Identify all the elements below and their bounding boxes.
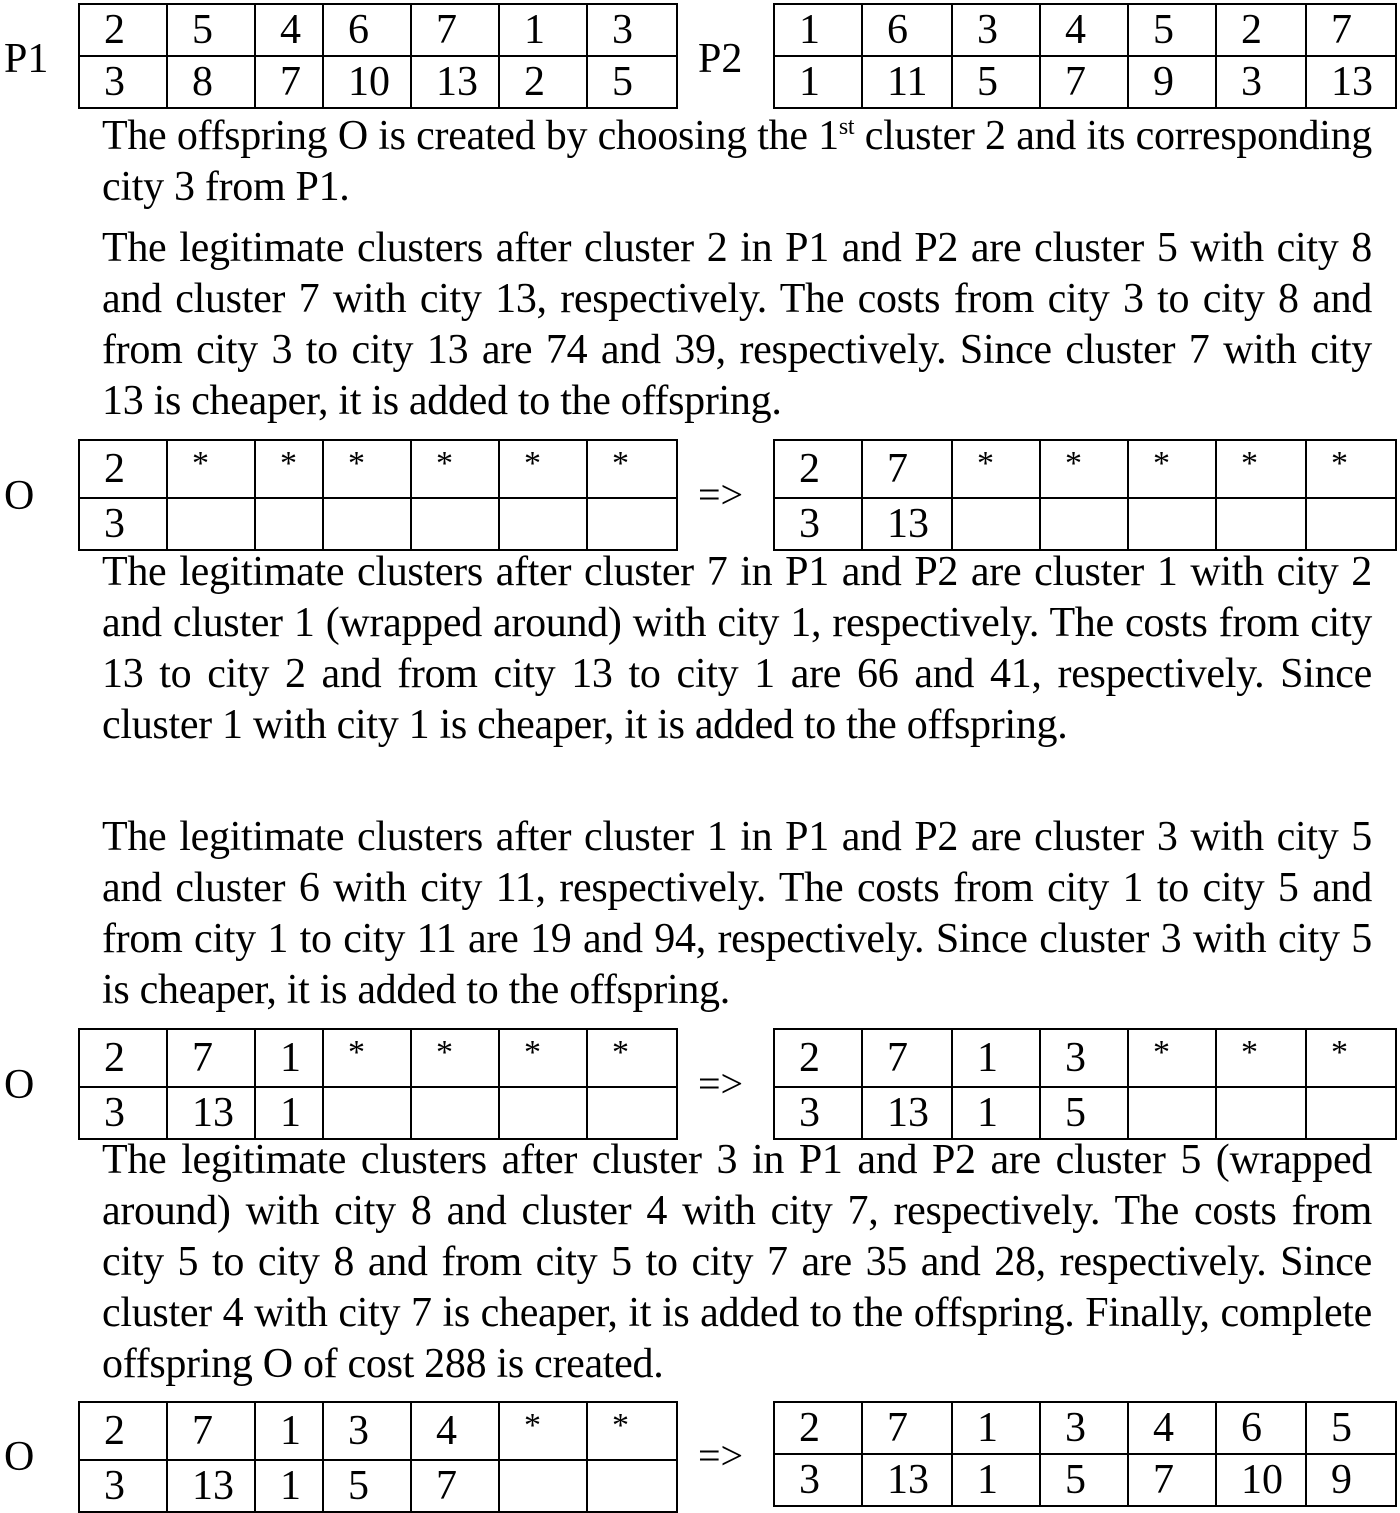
parent-2-chromosome bbox=[773, 3, 1397, 109]
city-cell: 13 bbox=[862, 1454, 952, 1506]
cluster-row bbox=[774, 4, 1396, 56]
city-cell bbox=[952, 498, 1040, 550]
cluster-cell: 3 bbox=[1040, 1402, 1128, 1454]
city-cell bbox=[1216, 1087, 1306, 1139]
cluster-cell: * bbox=[587, 440, 677, 498]
city-cell bbox=[411, 498, 499, 550]
cluster-cell: 7 bbox=[862, 1402, 952, 1454]
cluster-cell: 3 bbox=[1040, 1029, 1128, 1087]
cluster-cell: 5 bbox=[1128, 4, 1216, 56]
city-cell bbox=[587, 1087, 677, 1139]
city-cell: 9 bbox=[1128, 56, 1216, 108]
offspring-step-2-after bbox=[773, 1028, 1397, 1140]
city-cell: 13 bbox=[862, 498, 952, 550]
city-cell bbox=[1128, 498, 1216, 550]
city-cell bbox=[411, 1087, 499, 1139]
cluster-cell: * bbox=[1128, 440, 1216, 498]
cluster-cell: 2 bbox=[79, 1402, 167, 1460]
cluster-cell: * bbox=[1216, 440, 1306, 498]
city-cell bbox=[1306, 1087, 1396, 1139]
cluster-cell: 4 bbox=[1128, 1402, 1216, 1454]
cluster-cell: * bbox=[1216, 1029, 1306, 1087]
cluster-cell: 5 bbox=[167, 4, 255, 56]
cluster-cell: * bbox=[587, 1402, 677, 1460]
city-row bbox=[79, 56, 677, 108]
city-cell: 8 bbox=[167, 56, 255, 108]
city-cell: 9 bbox=[1306, 1454, 1396, 1506]
city-row bbox=[774, 56, 1396, 108]
cluster-cell: 1 bbox=[255, 1402, 323, 1460]
city-row bbox=[774, 498, 1396, 550]
city-cell bbox=[323, 498, 411, 550]
city-cell: 3 bbox=[79, 1460, 167, 1512]
city-cell: 3 bbox=[79, 56, 167, 108]
offspring-label-step-2: O bbox=[4, 1062, 35, 1108]
city-cell bbox=[1306, 498, 1396, 550]
city-cell: 3 bbox=[79, 1087, 167, 1139]
cluster-cell: * bbox=[587, 1029, 677, 1087]
city-cell: 7 bbox=[411, 1460, 499, 1512]
city-row bbox=[774, 1087, 1396, 1139]
paragraph-step-1: The legitimate clusters after cluster 2 in P1 and P2 are cluster 5 with city 8 and cluster 7 with city 13, respectively. The costs from city 3 to city 8 and from city 3 to city 13 are 74 and 39, respectively. Since cluster 7 with city 13 is cheaper, it is added to the offspring. bbox=[102, 225, 1372, 424]
parent-1-label: P1 bbox=[4, 36, 49, 82]
city-cell bbox=[167, 498, 255, 550]
city-cell: 5 bbox=[1040, 1087, 1128, 1139]
arrow-step-3: => bbox=[698, 1433, 744, 1478]
offspring-step-3-after bbox=[773, 1401, 1397, 1507]
paragraph-initial-choice-part2: cluster 2 and its corresponding city 3 from P1. bbox=[102, 113, 1373, 210]
city-cell: 11 bbox=[862, 56, 952, 108]
cluster-cell: 1 bbox=[499, 4, 587, 56]
paragraph-step-3: The legitimate clusters after cluster 1 in P1 and P2 are cluster 3 with city 5 and cluster 6 with city 11, respectively. The costs from city 1 to city 5 and from city 1 to city 11 are 19 and 94, respectively. Since cluster 3 with city 5 is cheaper, it is added to the offspring. bbox=[102, 814, 1372, 1013]
city-cell: 13 bbox=[167, 1460, 255, 1512]
cluster-cell: 1 bbox=[255, 1029, 323, 1087]
cluster-cell: * bbox=[411, 1029, 499, 1087]
city-cell bbox=[1040, 498, 1128, 550]
city-cell bbox=[323, 1087, 411, 1139]
parent-2-label: P2 bbox=[698, 36, 743, 82]
city-cell: 2 bbox=[499, 56, 587, 108]
cluster-cell: * bbox=[323, 440, 411, 498]
cluster-cell: * bbox=[323, 1029, 411, 1087]
city-cell: 7 bbox=[255, 56, 323, 108]
cluster-cell: 2 bbox=[79, 4, 167, 56]
cluster-cell: * bbox=[1128, 1029, 1216, 1087]
cluster-row bbox=[774, 1029, 1396, 1087]
cluster-row bbox=[774, 440, 1396, 498]
city-cell: 5 bbox=[952, 56, 1040, 108]
cluster-cell: 3 bbox=[323, 1402, 411, 1460]
cluster-cell: 4 bbox=[1040, 4, 1128, 56]
city-cell: 5 bbox=[323, 1460, 411, 1512]
offspring-label-step-3: O bbox=[4, 1434, 35, 1480]
cluster-cell: 2 bbox=[79, 440, 167, 498]
cluster-cell: 6 bbox=[862, 4, 952, 56]
offspring-step-3-before bbox=[78, 1401, 678, 1513]
city-cell: 1 bbox=[255, 1460, 323, 1512]
city-cell bbox=[499, 498, 587, 550]
cluster-cell: 2 bbox=[774, 1029, 862, 1087]
city-row bbox=[79, 1087, 677, 1139]
city-cell: 7 bbox=[1040, 56, 1128, 108]
cluster-cell: 2 bbox=[774, 1402, 862, 1454]
cluster-cell: * bbox=[499, 440, 587, 498]
cluster-cell: 2 bbox=[1216, 4, 1306, 56]
cluster-row bbox=[774, 1402, 1396, 1454]
cluster-cell: * bbox=[411, 440, 499, 498]
offspring-step-1-after bbox=[773, 439, 1397, 551]
city-cell bbox=[499, 1087, 587, 1139]
city-cell bbox=[255, 498, 323, 550]
city-cell: 3 bbox=[79, 498, 167, 550]
city-cell: 13 bbox=[1306, 56, 1396, 108]
paragraph-initial-choice bbox=[102, 111, 1372, 213]
parent-1-chromosome bbox=[78, 3, 678, 109]
offspring-step-1-before bbox=[78, 439, 678, 551]
city-row bbox=[79, 1460, 677, 1512]
cluster-cell: 7 bbox=[862, 1029, 952, 1087]
city-cell bbox=[499, 1460, 587, 1512]
cluster-cell: 4 bbox=[411, 1402, 499, 1460]
cluster-cell: 1 bbox=[952, 1402, 1040, 1454]
city-cell: 3 bbox=[774, 1087, 862, 1139]
city-cell bbox=[587, 498, 677, 550]
cluster-row bbox=[79, 4, 677, 56]
cluster-cell: * bbox=[1306, 1029, 1396, 1087]
city-cell: 3 bbox=[774, 498, 862, 550]
cluster-cell: 5 bbox=[1306, 1402, 1396, 1454]
city-cell: 1 bbox=[952, 1087, 1040, 1139]
cluster-cell: 6 bbox=[1216, 1402, 1306, 1454]
cluster-cell: 3 bbox=[587, 4, 677, 56]
cluster-cell: 7 bbox=[167, 1029, 255, 1087]
city-cell bbox=[1128, 1087, 1216, 1139]
city-cell: 10 bbox=[323, 56, 411, 108]
cluster-cell: 2 bbox=[774, 440, 862, 498]
cluster-cell: 7 bbox=[167, 1402, 255, 1460]
ordinal-suffix: st bbox=[838, 114, 855, 140]
cluster-cell: * bbox=[1306, 440, 1396, 498]
city-cell: 7 bbox=[1128, 1454, 1216, 1506]
city-cell: 13 bbox=[862, 1087, 952, 1139]
cluster-cell: * bbox=[499, 1402, 587, 1460]
cluster-cell: 7 bbox=[862, 440, 952, 498]
city-cell: 5 bbox=[587, 56, 677, 108]
cluster-cell: * bbox=[167, 440, 255, 498]
city-cell: 1 bbox=[774, 56, 862, 108]
city-cell: 1 bbox=[952, 1454, 1040, 1506]
cluster-cell: * bbox=[952, 440, 1040, 498]
cluster-cell: 3 bbox=[952, 4, 1040, 56]
paragraph-step-2: The legitimate clusters after cluster 7 in P1 and P2 are cluster 1 with city 2 and cluster 1 (wrapped around) with city 1, respectively. The costs from city 13 to city 2 and from city 13 to city 1 are 66 and 41, respectively. Since cluster 1 with city 1 is cheaper, it is added to the offspring. bbox=[102, 549, 1372, 748]
city-row bbox=[774, 1454, 1396, 1506]
cluster-row bbox=[79, 1402, 677, 1460]
paragraph-step-4: The legitimate clusters after cluster 3 in P1 and P2 are cluster 5 (wrapped around) with city 8 and cluster 4 with city 7, respectively. The costs from city 5 to city 8 and from city 5 to city 7 are 35 and 28, respectively. Since cluster 4 with city 7 is cheaper, it is added to the offspring. Finally, complete offspring O of cost 288 is created. bbox=[102, 1137, 1372, 1387]
city-cell bbox=[1216, 498, 1306, 550]
paragraph-initial-choice-part1: The offspring O is created by choosing the 1 bbox=[102, 113, 839, 159]
cluster-cell: 7 bbox=[411, 4, 499, 56]
cluster-cell: 7 bbox=[1306, 4, 1396, 56]
cluster-cell: * bbox=[255, 440, 323, 498]
cluster-cell: * bbox=[499, 1029, 587, 1087]
arrow-step-1: => bbox=[698, 472, 744, 517]
cluster-cell: * bbox=[1040, 440, 1128, 498]
city-cell: 13 bbox=[167, 1087, 255, 1139]
offspring-label-step-1: O bbox=[4, 473, 35, 519]
cluster-row bbox=[79, 1029, 677, 1087]
cluster-cell: 6 bbox=[323, 4, 411, 56]
city-cell bbox=[587, 1460, 677, 1512]
city-row bbox=[79, 498, 677, 550]
cluster-cell: 1 bbox=[774, 4, 862, 56]
cluster-cell: 1 bbox=[952, 1029, 1040, 1087]
city-cell: 1 bbox=[255, 1087, 323, 1139]
city-cell: 10 bbox=[1216, 1454, 1306, 1506]
cluster-cell: 4 bbox=[255, 4, 323, 56]
city-cell: 13 bbox=[411, 56, 499, 108]
cluster-cell: 2 bbox=[79, 1029, 167, 1087]
cluster-row bbox=[79, 440, 677, 498]
city-cell: 5 bbox=[1040, 1454, 1128, 1506]
arrow-step-2: => bbox=[698, 1061, 744, 1106]
city-cell: 3 bbox=[1216, 56, 1306, 108]
city-cell: 3 bbox=[774, 1454, 862, 1506]
offspring-step-2-before bbox=[78, 1028, 678, 1140]
